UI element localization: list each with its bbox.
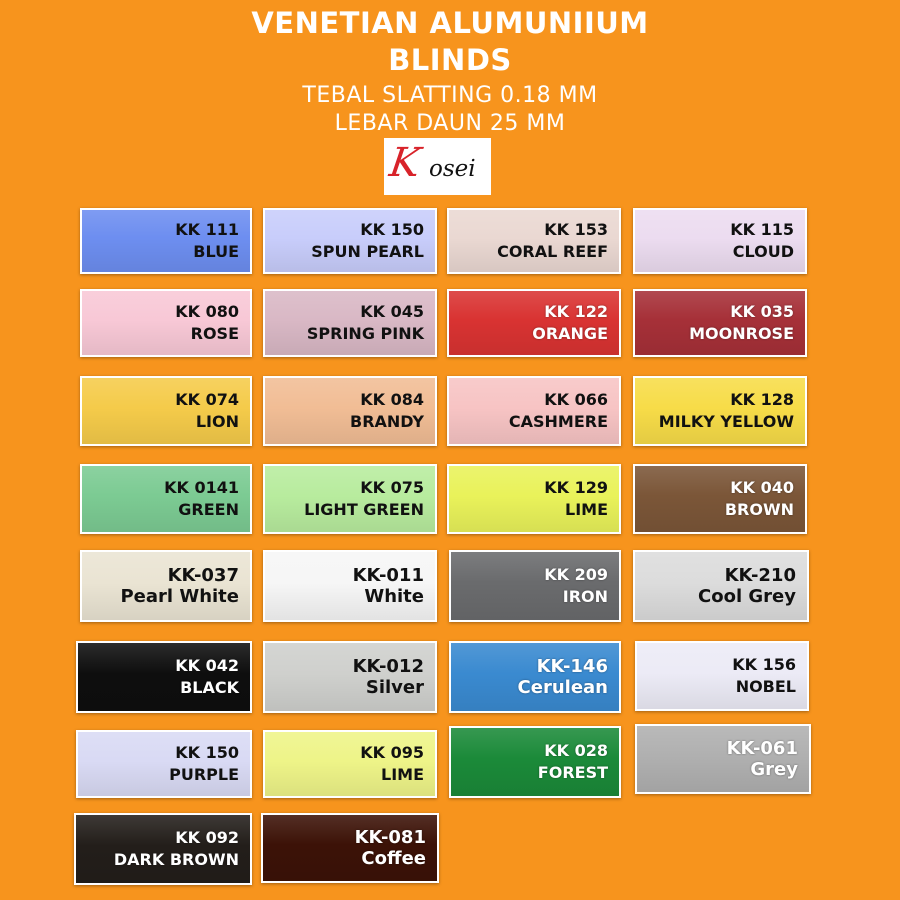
color-swatch[interactable] — [449, 726, 621, 798]
swatch-code: KK 115 — [730, 220, 794, 239]
color-swatch[interactable] — [263, 550, 437, 622]
color-swatch[interactable] — [80, 289, 252, 357]
color-swatch[interactable] — [633, 550, 809, 622]
swatch-code: KK 074 — [175, 390, 239, 409]
swatch-name: CORAL REEF — [497, 242, 608, 261]
color-swatch[interactable] — [633, 376, 807, 446]
color-swatch[interactable] — [633, 464, 807, 534]
swatch-code: KK 122 — [544, 302, 608, 321]
swatch-code: KK-210 — [724, 565, 796, 586]
swatch-name: LIGHT GREEN — [304, 500, 424, 519]
swatch-name: CASHMERE — [508, 412, 608, 431]
color-swatch[interactable] — [449, 550, 621, 622]
color-swatch[interactable] — [263, 730, 437, 798]
swatch-code: KK 040 — [730, 478, 794, 497]
swatch-name: PURPLE — [169, 765, 239, 784]
swatch-name: LIME — [565, 500, 608, 519]
swatch-code: KK-146 — [536, 656, 608, 677]
swatch-name: Coffee — [361, 848, 426, 869]
swatch-code: KK 150 — [175, 743, 239, 762]
swatch-code: KK 028 — [544, 741, 608, 760]
color-swatch[interactable] — [80, 208, 252, 274]
swatch-name: LION — [195, 412, 239, 431]
kosei-logo — [384, 138, 491, 195]
swatch-name: NOBEL — [735, 677, 796, 696]
swatch-name: MOONROSE — [689, 324, 794, 343]
swatch-name: IRON — [562, 587, 608, 606]
swatch-code: KK 035 — [730, 302, 794, 321]
swatch-code: KK 150 — [360, 220, 424, 239]
color-swatch[interactable] — [447, 464, 621, 534]
swatch-code: KK-061 — [726, 738, 798, 759]
subtitle-thickness: TEBAL SLATTING 0.18 MM — [302, 83, 598, 108]
color-swatch[interactable] — [263, 376, 437, 446]
color-swatch[interactable] — [635, 641, 809, 711]
swatch-code: KK 080 — [175, 302, 239, 321]
swatch-name: White — [364, 586, 424, 607]
swatch-name: Grey — [750, 759, 798, 780]
color-swatch[interactable] — [447, 208, 621, 274]
color-swatch[interactable] — [263, 641, 437, 713]
swatch-name: ROSE — [190, 324, 239, 343]
swatch-code: KK 209 — [544, 565, 608, 584]
swatch-code: KK 0141 — [164, 478, 239, 497]
swatch-name: FOREST — [537, 763, 608, 782]
color-swatch[interactable] — [449, 641, 621, 713]
color-swatch[interactable] — [76, 641, 252, 713]
swatch-name: LIME — [381, 765, 424, 784]
swatch-name: DARK BROWN — [113, 850, 239, 869]
swatch-code: KK 156 — [732, 655, 796, 674]
color-swatch[interactable] — [447, 289, 621, 357]
color-swatch[interactable] — [261, 813, 439, 883]
swatch-code: KK 066 — [544, 390, 608, 409]
color-swatch[interactable] — [76, 730, 252, 798]
color-swatch[interactable] — [263, 289, 437, 357]
color-swatch[interactable] — [635, 724, 811, 794]
swatch-code: KK-011 — [352, 565, 424, 586]
swatch-code: KK-037 — [167, 565, 239, 586]
swatch-name: Silver — [365, 677, 424, 698]
swatch-name: Cerulean — [517, 677, 608, 698]
swatch-code: KK 128 — [730, 390, 794, 409]
swatch-code: KK 095 — [360, 743, 424, 762]
swatch-name: GREEN — [178, 500, 239, 519]
swatch-code: KK 111 — [175, 220, 239, 239]
title-line-1: VENETIAN ALUMUNIIUM — [251, 6, 649, 40]
subtitle-width: LEBAR DAUN 25 MM — [334, 111, 566, 136]
swatch-code: KK 129 — [544, 478, 608, 497]
color-swatch[interactable] — [633, 289, 807, 357]
swatch-name: SPUN PEARL — [311, 242, 424, 261]
swatch-name: BRANDY — [350, 412, 424, 431]
color-swatch[interactable] — [633, 208, 807, 274]
color-swatch[interactable] — [263, 208, 437, 274]
swatch-code: KK 045 — [360, 302, 424, 321]
swatch-code: KK-012 — [352, 656, 424, 677]
swatch-name: Cool Grey — [698, 586, 796, 607]
color-swatch[interactable] — [263, 464, 437, 534]
swatch-name: SPRING PINK — [306, 324, 424, 343]
color-swatch[interactable] — [74, 813, 252, 885]
logo-initial: K — [386, 140, 424, 186]
swatch-name: BROWN — [724, 500, 794, 519]
swatch-name: CLOUD — [732, 242, 794, 261]
swatch-code: KK 042 — [175, 656, 239, 675]
swatch-code: KK-081 — [354, 827, 426, 848]
swatch-name: BLACK — [180, 678, 239, 697]
swatch-code: KK 153 — [544, 220, 608, 239]
swatch-name: Pearl White — [120, 586, 239, 607]
swatch-name: ORANGE — [532, 324, 608, 343]
color-swatch[interactable] — [80, 376, 252, 446]
title-line-2: BLINDS — [388, 43, 512, 77]
swatch-code: KK 092 — [175, 828, 239, 847]
swatch-name: MILKY YELLOW — [658, 412, 794, 431]
swatch-code: KK 075 — [360, 478, 424, 497]
color-swatch[interactable] — [80, 464, 252, 534]
color-swatch[interactable] — [80, 550, 252, 622]
color-swatch[interactable] — [447, 376, 621, 446]
swatch-code: KK 084 — [360, 390, 424, 409]
swatch-name: BLUE — [193, 242, 239, 261]
logo-rest: osei — [429, 156, 476, 182]
